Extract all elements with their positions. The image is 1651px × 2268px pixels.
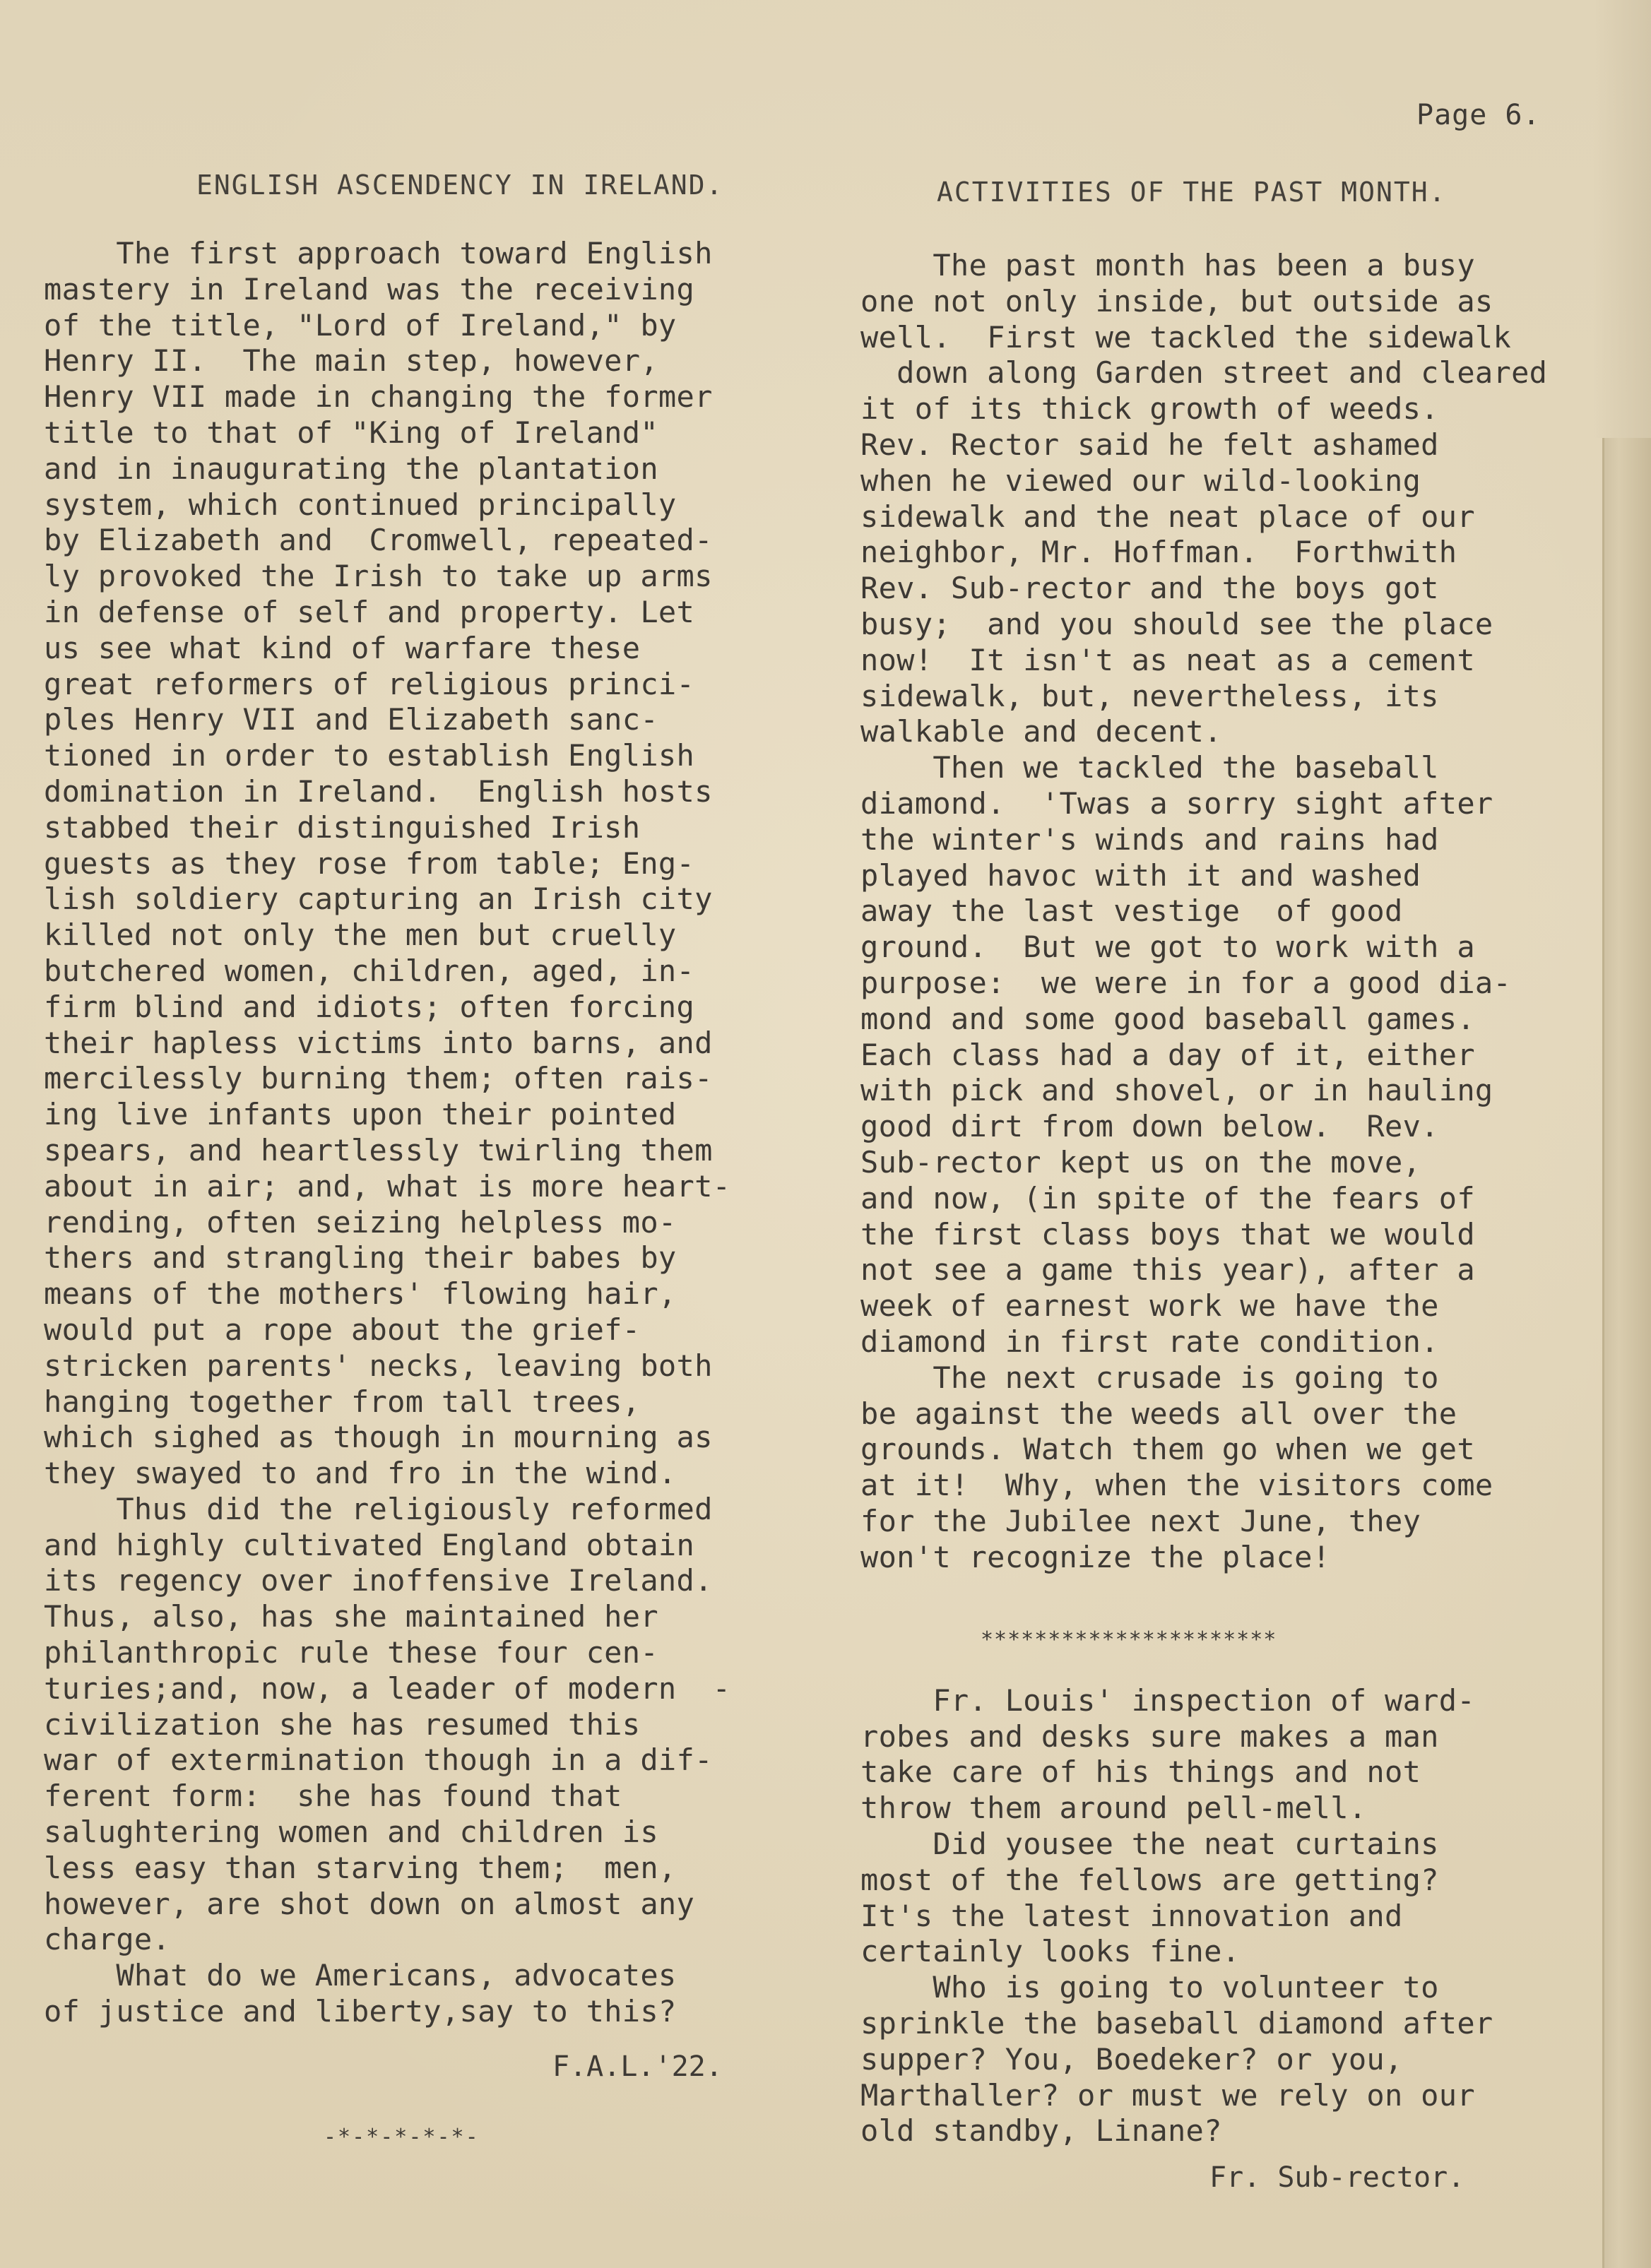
text-line: Each class had a day of it, either: [860, 1037, 1475, 1072]
text-line: mercilessly burning them; often rais-: [44, 1061, 713, 1096]
text-line: walkable and decent.: [860, 714, 1222, 749]
text-line: about in air; and, what is more heart-: [44, 1168, 731, 1204]
text-line: they swayed to and fro in the wind.: [44, 1456, 677, 1491]
text-line: killed not only the men but cruelly: [44, 918, 677, 953]
text-line: sidewalk and the neat place of our: [860, 499, 1475, 534]
text-line: week of earnest work we have the: [860, 1288, 1439, 1324]
text-line: sidewalk, but, nevertheless, its: [860, 678, 1439, 713]
text-line: title to that of "King of Ireland": [44, 415, 658, 450]
text-line: and now, (in spite of the fears of: [860, 1180, 1475, 1216]
left-article-separator: -*-*-*-*-*-: [324, 2125, 480, 2149]
text-line: neighbor, Mr. Hoffman. Forthwith: [860, 535, 1457, 570]
text-line: stabbed their distinguished Irish: [44, 809, 641, 845]
left-article-body: [44, 236, 730, 2030]
text-line: Marthaller? or must we rely on our: [860, 2077, 1475, 2113]
text-line: now! It isn't as neat as a cement: [860, 642, 1475, 677]
text-line: old standby, Linane?: [860, 2113, 1222, 2149]
text-line: its regency over inoffensive Ireland.: [44, 1563, 713, 1598]
text-line: ing live infants upon their pointed: [44, 1097, 677, 1132]
right-article-title: ACTIVITIES OF THE PAST MONTH.: [937, 177, 1447, 208]
text-line: Who is going to volunteer to: [860, 1970, 1439, 2005]
text-line: be against the weeds all over the: [860, 1396, 1457, 1431]
text-line: when he viewed our wild-looking: [860, 463, 1421, 498]
text-line: rending, often seizing helpless mo-: [44, 1204, 677, 1240]
text-line: take care of his things and not: [860, 1755, 1421, 1790]
text-line: would put a rope about the grief-: [44, 1312, 641, 1347]
text-line: which sighed as though in mourning as: [44, 1420, 713, 1455]
text-line: won't recognize the place!: [860, 1539, 1331, 1574]
text-line: war of extermination though in a dif-: [44, 1742, 713, 1778]
text-line: at it! Why, when the visitors come: [860, 1468, 1493, 1503]
page-edge-fold: [1602, 438, 1651, 2268]
text-line: guests as they rose from table; Eng-: [44, 845, 695, 881]
text-line: ground. But we got to work with a: [860, 930, 1475, 965]
text-line: most of the fellows are getting?: [860, 1862, 1439, 1897]
text-line: stricken parents' necks, leaving both: [44, 1348, 713, 1383]
text-line: butchered women, children, aged, in-: [44, 953, 695, 988]
right-article-separator: **********************: [981, 1627, 1277, 1652]
text-line: and highly cultivated England obtain: [44, 1527, 695, 1562]
text-line: tioned in order to establish English: [44, 738, 695, 773]
text-line: thers and strangling their babes by: [44, 1240, 677, 1276]
text-line: The next crusade is going to: [860, 1360, 1439, 1395]
text-line: Rev. Rector said he felt ashamed: [860, 427, 1439, 462]
text-line: firm blind and idiots; often forcing: [44, 989, 695, 1024]
text-line: well. First we tackled the sidewalk: [860, 319, 1512, 355]
text-line: certainly looks fine.: [860, 1934, 1241, 1969]
text-line: busy; and you should see the place: [860, 606, 1493, 641]
text-line: The first approach toward English: [44, 236, 713, 271]
page-edge-shadow: [1593, 0, 1651, 438]
text-line: It's the latest innovation and: [860, 1898, 1403, 1933]
text-line: charge.: [44, 1922, 171, 1957]
text-line: What do we Americans, advocates: [44, 1958, 677, 1993]
text-line: Sub-rector kept us on the move,: [860, 1144, 1421, 1180]
text-line: civilization she has resumed this: [44, 1706, 641, 1742]
text-line: not see a game this year), after a: [860, 1252, 1475, 1288]
text-line: salughtering women and children is: [44, 1815, 658, 1850]
right-article-signoff: Fr. Sub-rector.: [1209, 2161, 1465, 2194]
text-line: means of the mothers' flowing hair,: [44, 1276, 677, 1312]
text-line: the first class boys that we would: [860, 1216, 1475, 1252]
text-line: purpose: we were in for a good dia-: [860, 965, 1512, 1000]
text-line: diamond. 'Twas a sorry sight after: [860, 785, 1493, 821]
text-line: one not only inside, but outside as: [860, 283, 1493, 319]
text-line: Henry II. The main step, however,: [44, 343, 658, 379]
text-line: supper? You, Boedeker? or you,: [860, 2041, 1403, 2077]
text-line: ferent form: she has found that: [44, 1779, 622, 1814]
text-line: grounds. Watch them go when we get: [860, 1432, 1475, 1467]
text-line: for the Jubilee next June, they: [860, 1503, 1421, 1538]
page-number: Page 6.: [1416, 99, 1541, 131]
text-line: lish soldiery capturing an Irish city: [44, 881, 713, 917]
text-line: with pick and shovel, or in hauling: [860, 1073, 1493, 1108]
text-line: in defense of self and property. Let: [44, 594, 695, 629]
left-article-title: ENGLISH ASCENDENCY IN IRELAND.: [196, 170, 724, 201]
text-line: Rev. Sub-rector and the boys got: [860, 571, 1439, 606]
left-article-signature: F.A.L.'22.: [552, 2050, 723, 2083]
text-line: diamond in first rate condition.: [860, 1324, 1439, 1359]
text-line: and in inaugurating the plantation: [44, 451, 658, 486]
text-line: sprinkle the baseball diamond after: [860, 2006, 1493, 2041]
text-line: away the last vestige of good: [860, 893, 1403, 929]
text-line: [860, 1647, 1547, 1683]
text-line: throw them around pell-mell.: [860, 1791, 1367, 1826]
text-line: played havoc with it and washed: [860, 857, 1421, 893]
text-line: turies;and, now, a leader of modern -: [44, 1670, 731, 1706]
text-line: their hapless victims into barns, and: [44, 1025, 713, 1060]
text-line: Henry VII made in changing the former: [44, 379, 713, 415]
text-line: hanging together from tall trees,: [44, 1384, 641, 1419]
text-line: spears, and heartlessly twirling them: [44, 1132, 713, 1168]
text-line: us see what kind of warfare these: [44, 630, 641, 665]
text-line: The past month has been a busy: [860, 248, 1475, 283]
right-article-body: [860, 248, 1547, 2149]
text-line: down along Garden street and cleared: [860, 355, 1548, 391]
text-line: Did yousee the neat curtains: [860, 1827, 1439, 1862]
text-line: mastery in Ireland was the receiving: [44, 271, 695, 307]
text-line: ples Henry VII and Elizabeth sanc-: [44, 702, 658, 737]
text-line: by Elizabeth and Cromwell, repeated-: [44, 523, 713, 558]
text-line: Then we tackled the baseball: [860, 750, 1439, 785]
text-line: Thus, also, has she maintained her: [44, 1599, 658, 1634]
text-line: Fr. Louis' inspection of ward-: [860, 1682, 1475, 1718]
text-line: of justice and liberty,say to this?: [44, 1994, 677, 2029]
text-line: it of its thick growth of weeds.: [860, 391, 1439, 427]
text-line: the winter's winds and rains had: [860, 821, 1439, 857]
text-line: philanthropic rule these four cen-: [44, 1635, 658, 1670]
text-line: system, which continued principally: [44, 487, 677, 522]
text-line: great reformers of religious princi-: [44, 666, 695, 701]
text-line: robes and desks sure makes a man: [860, 1718, 1439, 1754]
text-line: Thus did the religiously reformed: [44, 1491, 713, 1526]
text-line: of the title, "Lord of Ireland," by: [44, 307, 677, 343]
text-line: mond and some good baseball games.: [860, 1001, 1475, 1036]
text-line: ly provoked the Irish to take up arms: [44, 559, 713, 594]
text-line: domination in Ireland. English hosts: [44, 773, 713, 809]
text-line: good dirt from down below. Rev.: [860, 1109, 1439, 1144]
text-line: less easy than starving them; men,: [44, 1850, 677, 1885]
text-line: [860, 1575, 1547, 1611]
text-line: however, are shot down on almost any: [44, 1886, 695, 1921]
